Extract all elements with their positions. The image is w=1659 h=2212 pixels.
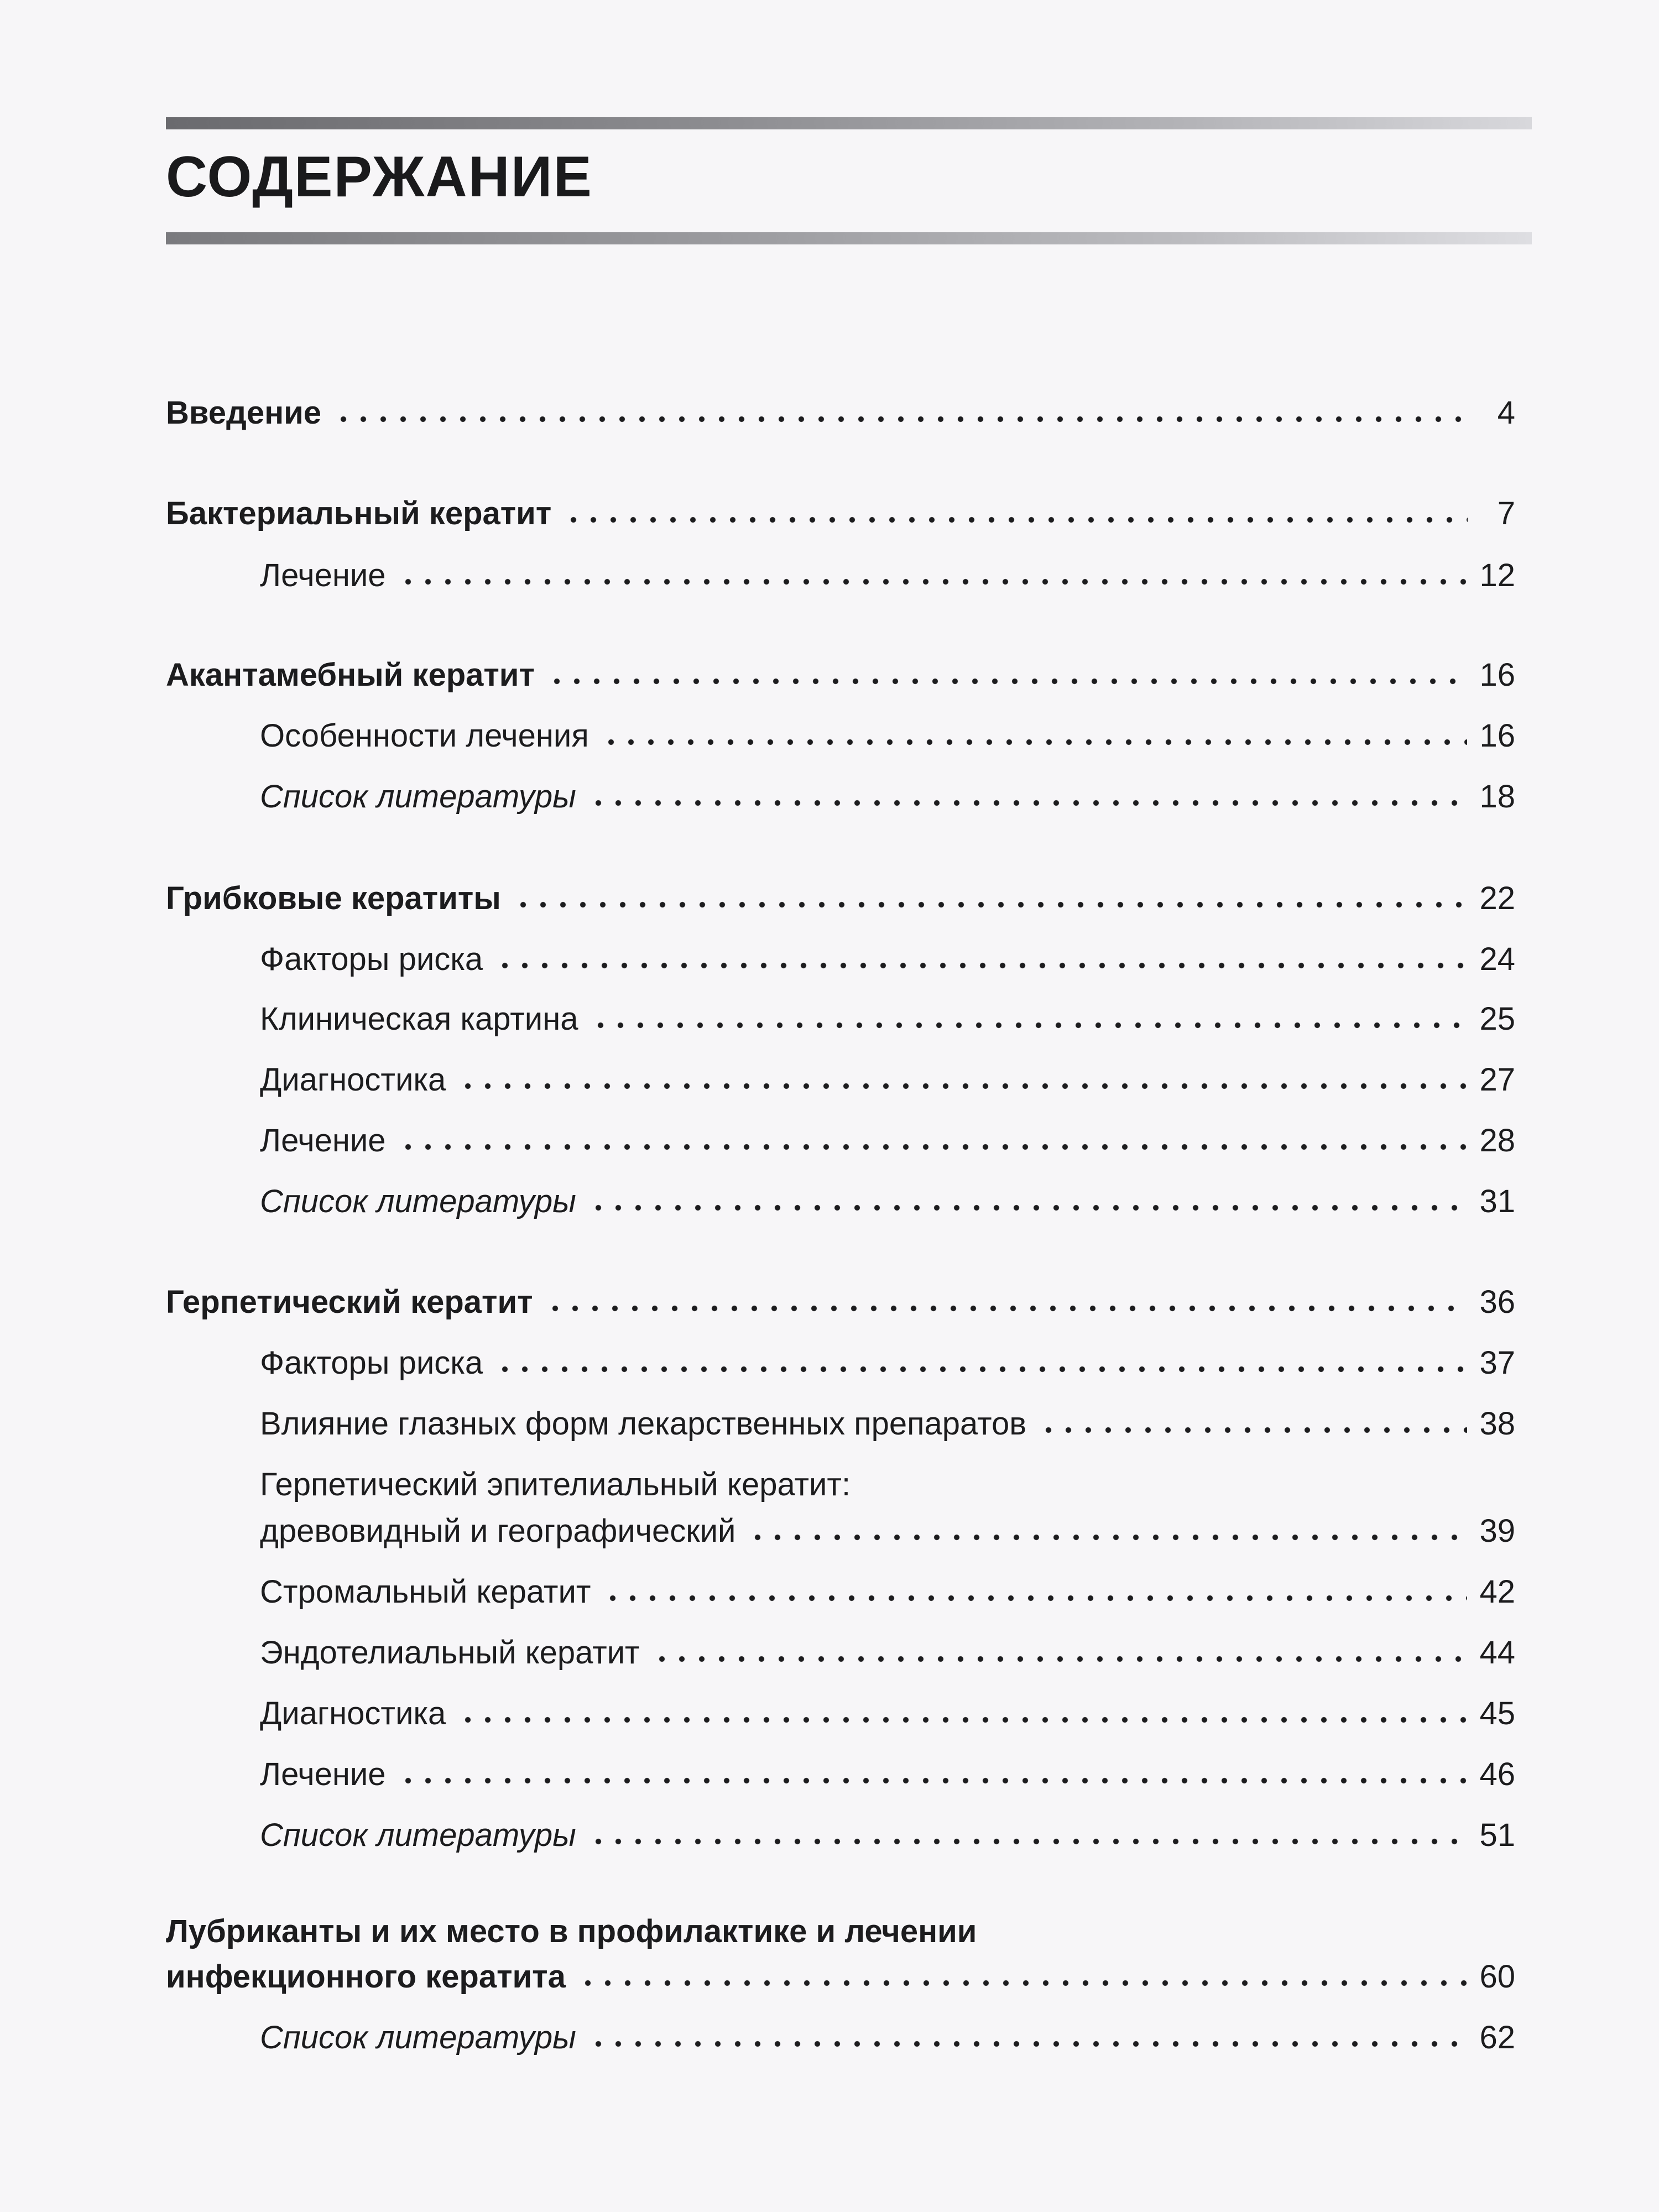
toc-entry-label: Бактериальный кератит — [166, 495, 552, 531]
dot-leader — [588, 1204, 1468, 1211]
toc-page-number: 28 — [1479, 1123, 1515, 1159]
toc-entry — [166, 1286, 1515, 1318]
toc-entry — [260, 1695, 1515, 1731]
toc-page-number: 31 — [1479, 1183, 1515, 1219]
toc-page-number: 45 — [1479, 1695, 1515, 1731]
toc-entry — [260, 557, 1515, 593]
toc-entry — [166, 659, 1515, 691]
toc-page-number: 37 — [1479, 1345, 1515, 1381]
toc-entry-label: инфекционного кератита — [166, 1959, 566, 1995]
toc-page-number: 7 — [1497, 495, 1515, 531]
toc-page-number: 46 — [1479, 1756, 1515, 1792]
dot-leader — [513, 901, 1468, 908]
toc-entry-label: Грибковые кератиты — [166, 880, 501, 916]
dot-leader — [333, 416, 1468, 422]
dot-leader — [591, 1022, 1468, 1029]
toc-entry-label: Диагностика — [260, 1062, 446, 1098]
toc-entry-label: Лечение — [260, 1123, 386, 1159]
toc-entry — [260, 1408, 1515, 1440]
dot-leader — [398, 1144, 1468, 1150]
toc-entry — [260, 1003, 1515, 1035]
dot-leader — [545, 1305, 1468, 1312]
toc-page-number: 22 — [1479, 880, 1515, 916]
page-title: СОДЕРЖАНИЕ — [166, 145, 593, 209]
dot-leader — [603, 1595, 1467, 1601]
table-of-contents — [166, 0, 1515, 2212]
dot-leader — [601, 739, 1468, 745]
toc-entry-label: Герпетический кератит — [166, 1284, 533, 1320]
toc-entry — [260, 1576, 1515, 1608]
dot-leader — [652, 1656, 1468, 1662]
toc-entry — [166, 880, 1515, 916]
toc-entry-label: Лечение — [260, 1756, 386, 1792]
toc-page-number: 27 — [1479, 1062, 1515, 1098]
toc-entry-label: Влияние глазных форм лекарственных препаратов — [260, 1406, 1027, 1442]
toc-entry-label: Акантамебный кератит — [166, 657, 535, 693]
dot-leader — [495, 962, 1467, 969]
dot-leader — [564, 517, 1468, 523]
toc-page-number: 16 — [1479, 657, 1515, 693]
toc-page-number: 39 — [1479, 1513, 1515, 1549]
dot-leader — [588, 1838, 1468, 1845]
toc-entry-label: Лечение — [260, 557, 386, 593]
toc-entry-label: Список литературы — [260, 1817, 576, 1853]
dot-leader — [578, 1980, 1468, 1986]
toc-entry-label: Факторы риска — [260, 1345, 483, 1381]
toc-entry — [260, 943, 1515, 975]
dot-leader — [1039, 1427, 1467, 1433]
toc-entry-label-line1: Лубриканты и их место в профилактике и лечении — [166, 1913, 977, 1949]
toc-entry — [260, 1183, 1515, 1219]
toc-page-number: 60 — [1479, 1959, 1515, 1995]
toc-entry-label: Список литературы — [260, 2020, 576, 2056]
toc-entry — [260, 1347, 1515, 1379]
dot-leader — [588, 2041, 1468, 2047]
toc-page-number: 44 — [1479, 1635, 1515, 1671]
toc-entry-label: Эндотелиальный кератит — [260, 1635, 640, 1671]
toc-page-number: 18 — [1479, 779, 1515, 815]
dot-leader — [748, 1534, 1467, 1541]
toc-entry — [166, 397, 1515, 429]
toc-entry-label: Факторы риска — [260, 941, 483, 977]
toc-entry-label: Введение — [166, 395, 322, 431]
dot-leader — [458, 1083, 1467, 1089]
dot-leader — [495, 1366, 1467, 1373]
toc-entry-label: Диагностика — [260, 1695, 446, 1731]
toc-page-number: 4 — [1497, 395, 1515, 431]
toc-entry-label: древовидный и географический — [260, 1513, 736, 1549]
toc-entry — [260, 720, 1515, 752]
toc-page-number: 16 — [1479, 718, 1515, 754]
toc-page-number: 25 — [1479, 1001, 1515, 1037]
toc-entry-label-line1: Герпетический эпителиальный кератит: — [260, 1467, 851, 1503]
toc-entry — [166, 495, 1515, 531]
toc-page-number: 62 — [1479, 2020, 1515, 2056]
toc-entry-label: Стромальный кератит — [260, 1574, 591, 1610]
toc-entry — [260, 1515, 1515, 1547]
toc-entry — [260, 1125, 1515, 1157]
toc-entry — [260, 1756, 1515, 1792]
dot-leader — [398, 578, 1468, 585]
toc-entry-label: Клиническая картина — [260, 1001, 578, 1037]
toc-entry — [260, 1064, 1515, 1096]
toc-entry — [166, 1961, 1515, 1993]
dot-leader — [547, 678, 1468, 685]
toc-entry — [260, 1819, 1515, 1851]
toc-entry — [260, 781, 1515, 813]
toc-entry — [260, 2022, 1515, 2054]
toc-entry-label: Список литературы — [260, 1183, 576, 1219]
dot-leader — [458, 1717, 1467, 1723]
toc-page-number: 42 — [1479, 1574, 1515, 1610]
toc-page-number: 51 — [1479, 1817, 1515, 1853]
toc-entry — [260, 1637, 1515, 1669]
toc-page-number: 12 — [1479, 557, 1515, 593]
dot-leader — [398, 1777, 1468, 1784]
toc-page-number: 38 — [1479, 1406, 1515, 1442]
toc-entry-label: Особенности лечения — [260, 718, 589, 754]
toc-entry-label: Список литературы — [260, 779, 576, 815]
toc-page-number: 24 — [1479, 941, 1515, 977]
toc-page-number: 36 — [1479, 1284, 1515, 1320]
dot-leader — [588, 800, 1468, 806]
